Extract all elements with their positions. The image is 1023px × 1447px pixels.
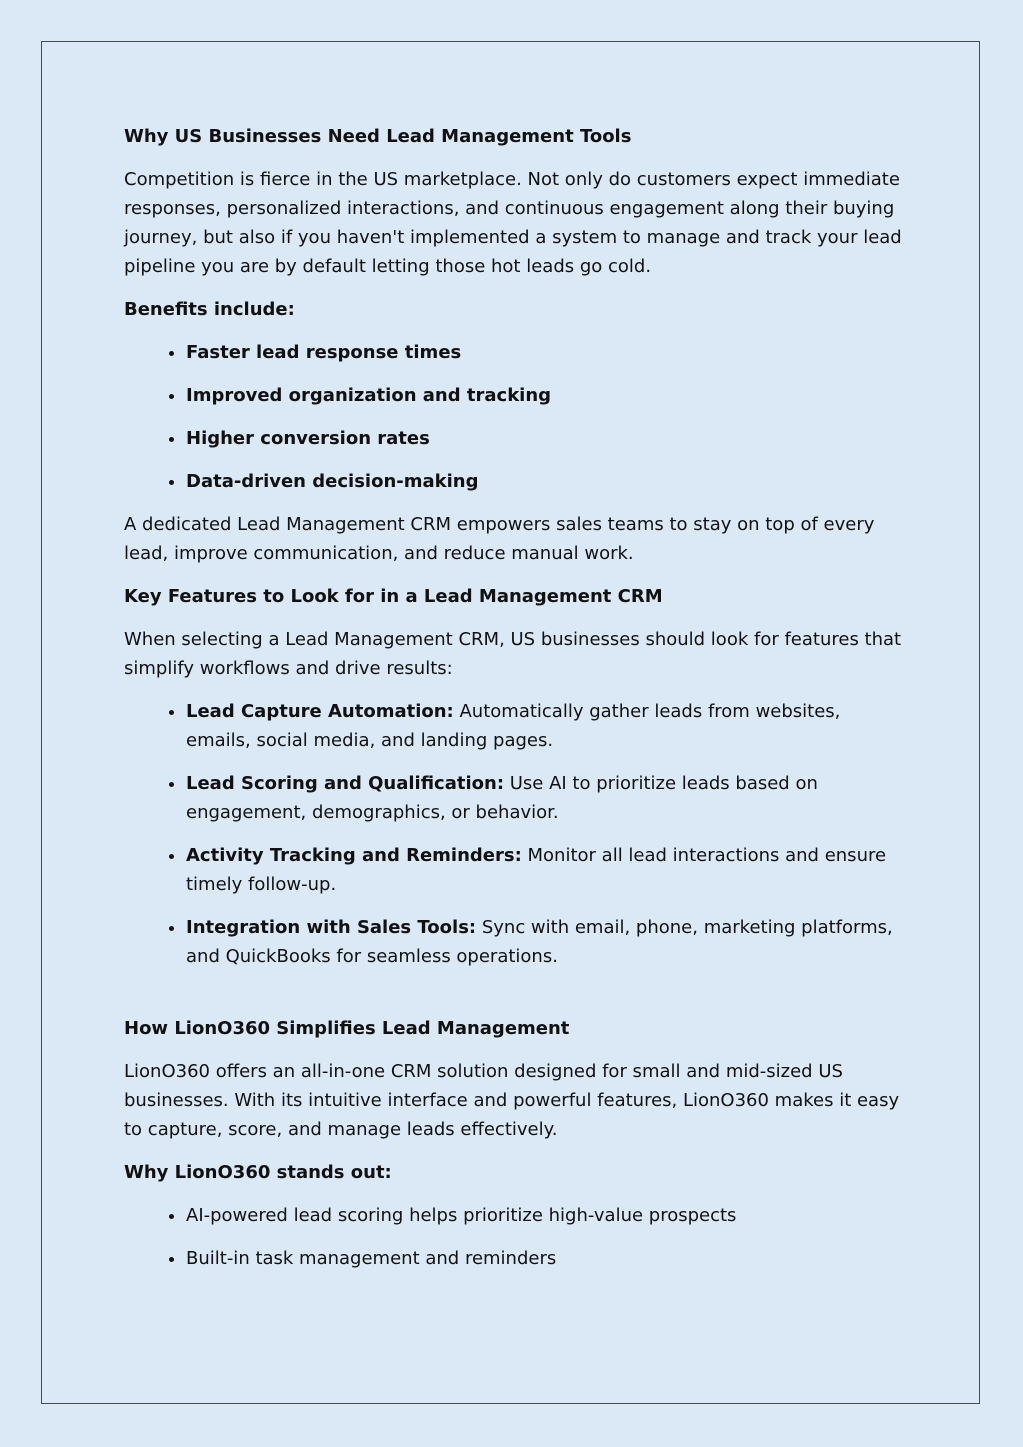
section-heading-key-features: Key Features to Look for in a Lead Management CRM <box>124 586 663 607</box>
section-heading-liono360: How LionO360 Simplifies Lead Management <box>124 1018 570 1039</box>
feature-term: Integration with Sales Tools: <box>186 917 477 938</box>
list-item <box>186 769 910 827</box>
feature-term: Lead Scoring and Qualification: <box>186 773 505 794</box>
feature-term: Activity Tracking and Reminders: <box>186 845 522 866</box>
benefits-label: Benefits include: <box>124 299 295 320</box>
list-item: • AI-powered lead scoring helps prioritize high-value prospects <box>186 1201 910 1230</box>
section-spacer <box>124 985 910 1014</box>
liono360-paragraph: LionO360 offers an all-in-one CRM solution designed for small and mid-sized US businesses. With its intuitive interface and powerful features, LionO360 makes it easy to capture, score, and manage leads effectively. <box>124 1061 900 1140</box>
features-list <box>124 697 910 971</box>
list-item: • Higher conversion rates <box>186 424 910 453</box>
feature-term: Lead Capture Automation: <box>186 701 454 722</box>
features-intro-paragraph: When selecting a Lead Management CRM, US businesses should look for features that simplify workflows and drive results: <box>124 629 902 679</box>
list-item <box>186 841 910 899</box>
standout-label: Why LionO360 stands out: <box>124 1162 392 1183</box>
list-item: • Data-driven decision-making <box>186 467 910 496</box>
feature-description: Sync with email, phone, marketing platforms, and QuickBooks for seamless operations. <box>186 917 893 967</box>
feature-description: Use AI to prioritize leads based on engagement, demographics, or behavior. <box>186 773 818 823</box>
document-content <box>124 122 910 1287</box>
list-item <box>186 697 910 755</box>
list-item: • Built-in task management and reminders <box>186 1244 910 1273</box>
intro-paragraph: Competition is fierce in the US marketplace. Not only do customers expect immediate responses, personalized interactions, and continuous engagement along their buying journey, but also if you haven't implemented a system to manage and track your lead pipeline you are by default letting those hot leads go cold. <box>124 169 902 277</box>
benefits-list <box>124 338 910 496</box>
feature-description: Automatically gather leads from websites, emails, social media, and landing pages. <box>186 701 841 751</box>
standout-list <box>124 1201 910 1273</box>
feature-description: Monitor all lead interactions and ensure timely follow-up. <box>186 845 887 895</box>
list-item: • Faster lead response times <box>186 338 910 367</box>
section-heading-why-us-businesses: Why US Businesses Need Lead Management Tools <box>124 126 632 147</box>
closing-paragraph: A dedicated Lead Management CRM empowers sales teams to stay on top of every lead, improve communication, and reduce manual work. <box>124 514 875 564</box>
list-item <box>186 913 910 971</box>
list-item: • Improved organization and tracking <box>186 381 910 410</box>
